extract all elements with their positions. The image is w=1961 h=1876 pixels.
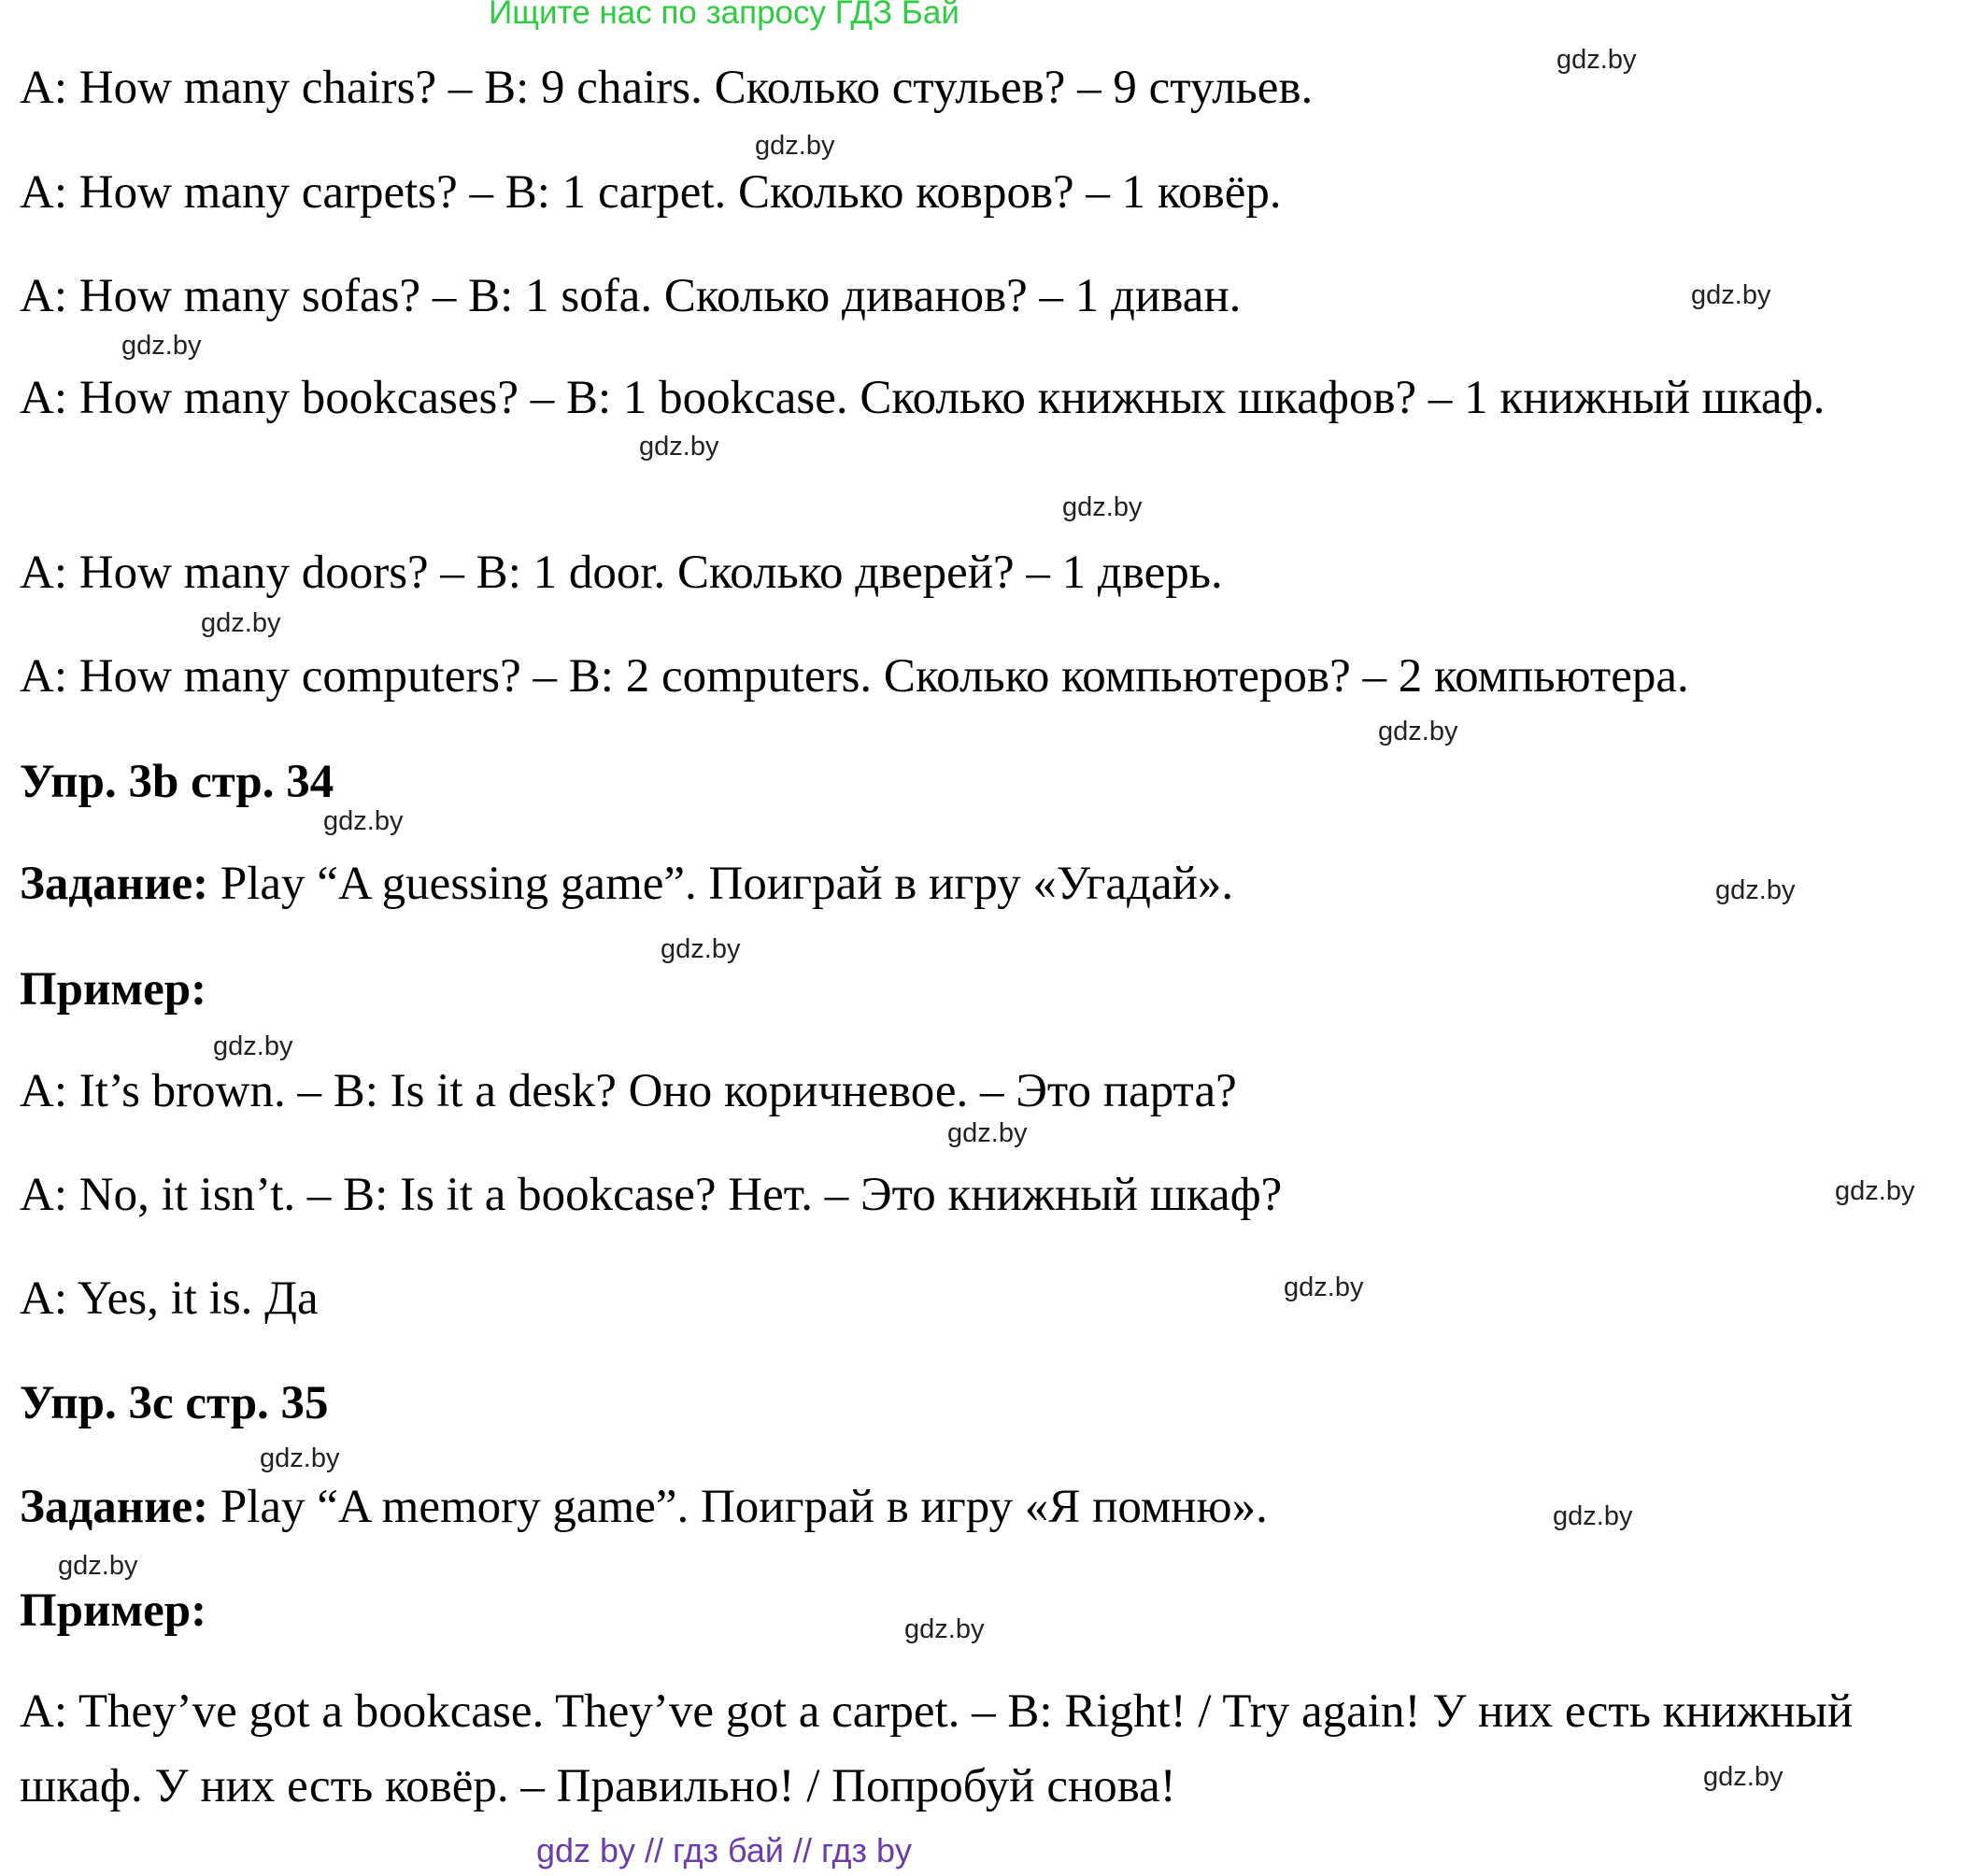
exercise-3c-heading: Упр. 3c стр. 35 xyxy=(20,1377,329,1429)
exercise-3c-example-label: Пример: xyxy=(20,1585,207,1637)
task-text: Play “A memory game”. Поиграй в игру «Я помню». xyxy=(208,1481,1268,1533)
watermark: gdz.by xyxy=(213,1031,293,1061)
exercise-3b-dialogue-2: A: No, it isn’t. – B: Is it a bookcase? Нет. – Это книжный шкаф? xyxy=(20,1169,1283,1221)
answer-line-doors: A: How many doors? – B: 1 door. Сколько дверей? – 1 дверь. xyxy=(20,547,1223,599)
watermark: gdz.by xyxy=(755,131,835,161)
watermark: gdz.by xyxy=(1062,492,1143,522)
watermark: gdz.by xyxy=(323,806,404,836)
watermark: gdz.by xyxy=(121,331,202,361)
search-banner: Ищите нас по запросу ГДЗ Бай xyxy=(489,0,959,31)
watermark: gdz.by xyxy=(201,608,281,638)
answer-line-sofas: A: How many sofas? – B: 1 sofa. Сколько диванов? – 1 диван. xyxy=(20,270,1242,322)
answer-line-bookcases: A: How many bookcases? – B: 1 bookcase. Сколько книжных шкафов? – 1 книжный шкаф. xyxy=(20,372,1826,424)
watermark: gdz.by xyxy=(260,1443,340,1473)
task-text: Play “A guessing game”. Поиграй в игру «Угадай». xyxy=(208,858,1234,910)
answer-line-carpets: A: How many carpets? – B: 1 carpet. Сколько ковров? – 1 ковёр. xyxy=(20,166,1282,219)
watermark: gdz.by xyxy=(904,1614,985,1644)
exercise-3b-task xyxy=(20,856,1233,912)
exercise-3b-dialogue-1: A: It’s brown. – B: Is it a desk? Оно коричневое. – Это парта? xyxy=(20,1065,1237,1117)
watermark: gdz.by xyxy=(1835,1176,1915,1206)
task-label: Задание: xyxy=(20,858,209,910)
footer-links: gdz by // гдз бай // гдз by xyxy=(535,1831,913,1869)
watermark: gdz.by xyxy=(58,1551,138,1581)
watermark: gdz.by xyxy=(1715,875,1796,905)
watermark: gdz.by xyxy=(1284,1272,1364,1302)
answer-line-computers: A: How many computers? – B: 2 computers. Сколько компьютеров? – 2 компьютера. xyxy=(20,650,1689,703)
watermark: gdz.by xyxy=(1378,717,1458,746)
exercise-3c-dialogue-1: A: They’ve got a bookcase. They’ve got a carpet. – B: Right! / Try again! У них есть книжный шкаф. У них есть ковёр. – Правильно! / Попробуй снова! xyxy=(20,1685,1854,1812)
exercise-3b-dialogue-3: A: Yes, it is. Да xyxy=(20,1272,319,1325)
exercise-3c-task xyxy=(20,1479,1268,1535)
watermark: gdz.by xyxy=(1703,1762,1783,1792)
watermark: gdz.by xyxy=(1553,1501,1633,1531)
task-label: Задание: xyxy=(20,1481,209,1533)
answer-line-chairs: A: How many chairs? – B: 9 chairs. Сколько стульев? – 9 стульев. xyxy=(20,62,1314,114)
watermark: gdz.by xyxy=(1691,280,1771,310)
watermark: gdz.by xyxy=(947,1118,1028,1148)
exercise-3b-heading: Упр. 3b стр. 34 xyxy=(20,756,334,808)
watermark: gdz.by xyxy=(639,432,719,462)
watermark: gdz.by xyxy=(1556,45,1637,75)
watermark: gdz.by xyxy=(661,934,741,964)
exercise-3b-example-label: Пример: xyxy=(20,963,207,1016)
